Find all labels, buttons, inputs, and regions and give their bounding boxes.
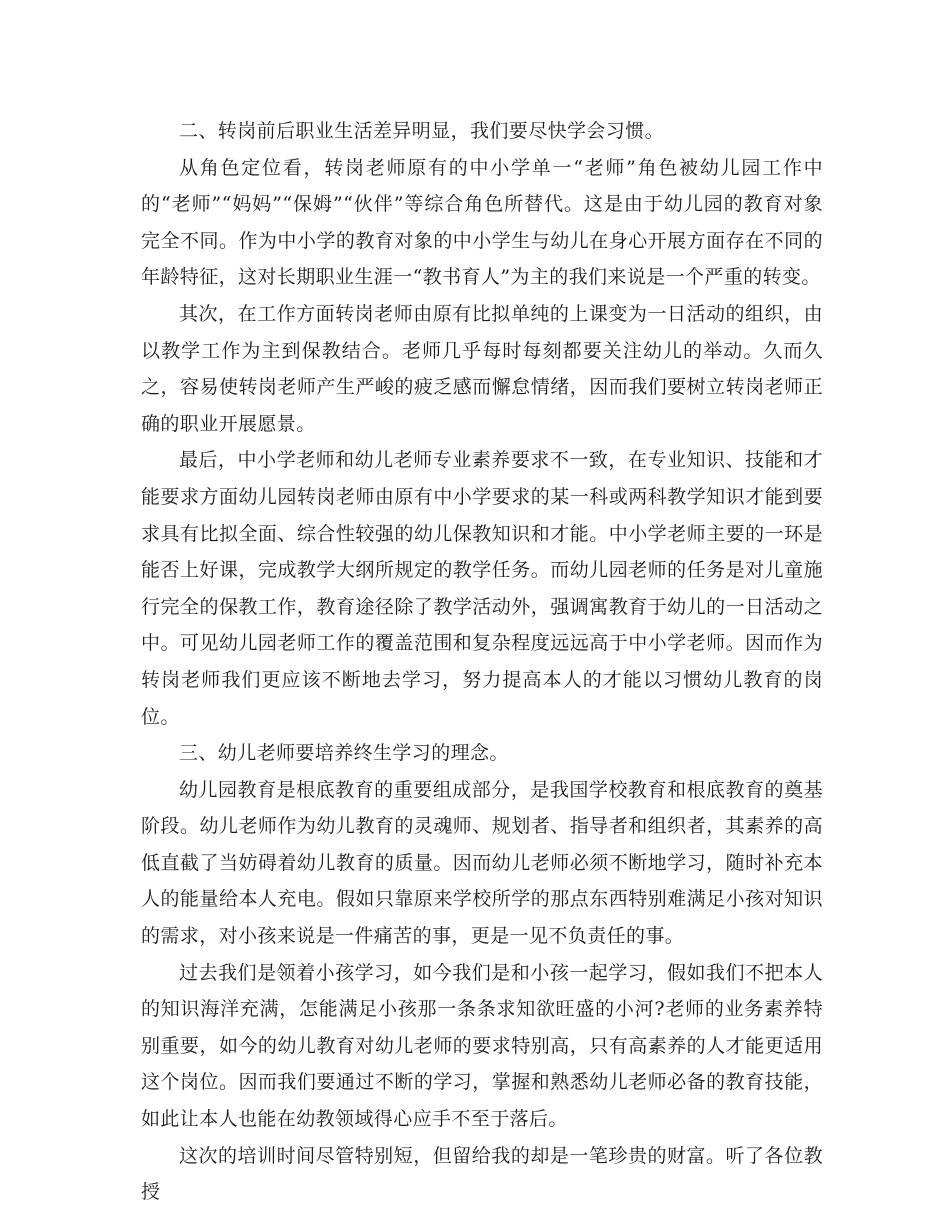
- paragraph-training-reflection: 这次的培训时间尽管特别短，但留给我的却是一笔珍贵的财富。听了各位教授: [141, 1144, 823, 1204]
- paragraph-professional-requirements: 最后，中小学老师和幼儿老师专业素养要求不一致，在专业知识、技能和才能要求方面幼儿园转岗老师由原有中小学要求的某一科或两科教学知识才能到要求具有比拟全面、综合性较强的幼儿保教知识和才能。中小学老师主要的一环是能否上好课，完成教学大纲所规定的教学任务。而幼儿园老师的任务是对儿童施行完全的保教工作，教育途径除了教学活动外，强调寓教育于幼儿的一日活动之中。可见幼儿园老师工作的覆盖范围和复杂程度远远高于中小学老师。因而作为转岗老师我们更应该不断地去学习，努力提高本人的才能以习惯幼儿教育的岗位。: [141, 449, 823, 728]
- section-heading-3: 三、幼儿老师要培养终生学习的理念。: [179, 742, 509, 765]
- section-heading-2: 二、转岗前后职业生活差异明显，我们要尽快学会习惯。: [179, 120, 665, 142]
- paragraph-role-positioning: 从角色定位看，转岗老师原有的中小学单一“老师”角色被幼儿园工作中的“老师”“妈妈”“保姆”“伙伴”等综合角色所替代。这是由于幼儿园的教育对象完全不同。作为中小学的教育对象的中小学生与幼儿在身心开展方面存在不同的年龄特征，这对长期职业生涯一“教书育人”为主的我们来说是一个严重的转变。: [141, 156, 823, 289]
- paragraph-work-changes: 其次，在工作方面转岗老师由原有比拟单纯的上课变为一日活动的组织，由以教学工作为主到保教结合。老师几乎每时每刻都要关注幼儿的举动。久而久之，容易使转岗老师产生严峻的疲乏感而懈怠情绪，因而我们要树立转岗老师正确的职业开展愿景。: [141, 302, 823, 435]
- paragraph-foundation-education: 幼儿园教育是根底教育的重要组成部分，是我国学校教育和根底教育的奠基阶段。幼儿老师作为幼儿教育的灵魂师、规划者、指导者和组织者，其素养的高低直截了当妨碍着幼儿教育的质量。因而幼儿老师必须不断地学习，随时补充本人的能量给本人充电。假如只靠原来学校所学的那点东西特别难满足小孩对知识的需求，对小孩来说是一件痛苦的事，更是一见不负责任的事。: [141, 778, 823, 948]
- document-body: [141, 113, 823, 1211]
- paragraph-learning-together: 过去我们是领着小孩学习，如今我们是和小孩一起学习，假如我们不把本人的知识海洋充满，怎能满足小孩那一条条求知欲旺盛的小河?老师的业务素养特别重要，如今的幼儿教育对幼儿老师的要求特别高，只有高素养的人才能更适用这个岗位。因而我们要通过不断的学习，掌握和熟悉幼儿老师必备的教育技能，如此让本人也能在幼教领域得心应手不至于落后。: [141, 961, 823, 1131]
